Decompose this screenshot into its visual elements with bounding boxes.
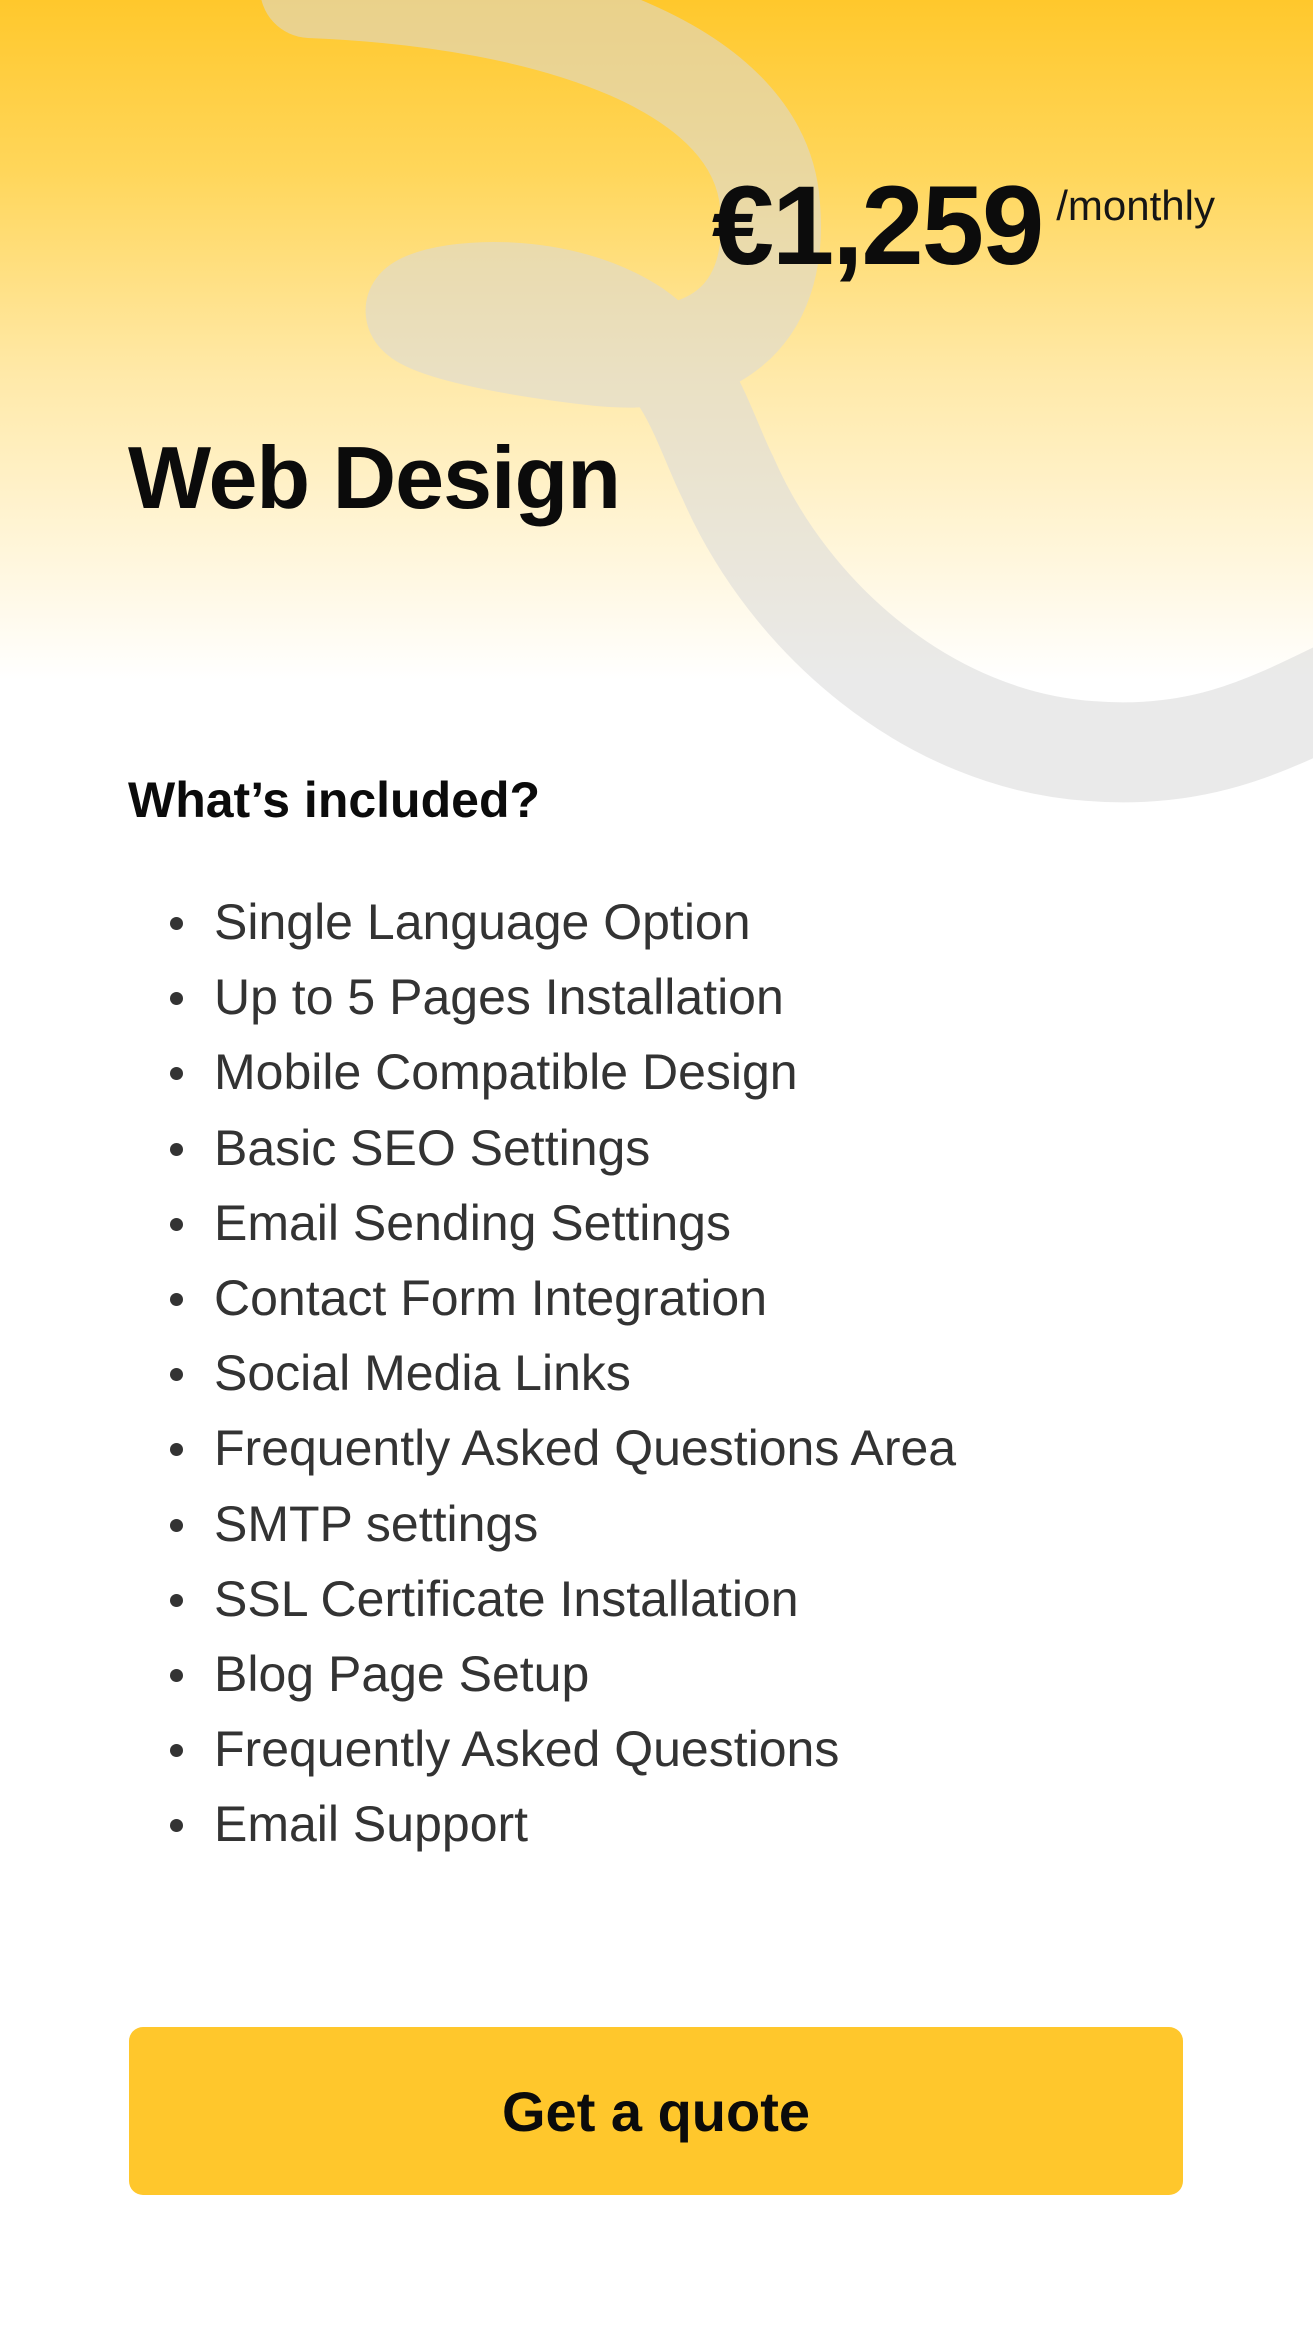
price-amount: €1,259: [711, 163, 1043, 288]
feature-item: Mobile Compatible Design: [128, 1035, 956, 1110]
feature-item: Up to 5 Pages Installation: [128, 960, 956, 1035]
price-block: [711, 163, 1215, 288]
feature-item: SSL Certificate Installation: [128, 1562, 956, 1637]
feature-item: Frequently Asked Questions: [128, 1712, 956, 1787]
feature-item: Frequently Asked Questions Area: [128, 1411, 956, 1486]
feature-item: Email Support: [128, 1787, 956, 1862]
feature-item: Blog Page Setup: [128, 1637, 956, 1712]
feature-item: Email Sending Settings: [128, 1186, 956, 1261]
plan-title: Web Design: [128, 428, 621, 527]
feature-item: Basic SEO Settings: [128, 1111, 956, 1186]
feature-item: Contact Form Integration: [128, 1261, 956, 1336]
included-heading: What’s included?: [128, 772, 541, 828]
feature-list: [128, 885, 956, 1862]
feature-item: Social Media Links: [128, 1336, 956, 1411]
feature-item: SMTP settings: [128, 1487, 956, 1562]
hero-gradient: [0, 0, 1313, 680]
feature-item: Single Language Option: [128, 885, 956, 960]
price-period: /monthly: [1056, 182, 1215, 229]
get-quote-button[interactable]: Get a quote: [129, 2027, 1183, 2195]
